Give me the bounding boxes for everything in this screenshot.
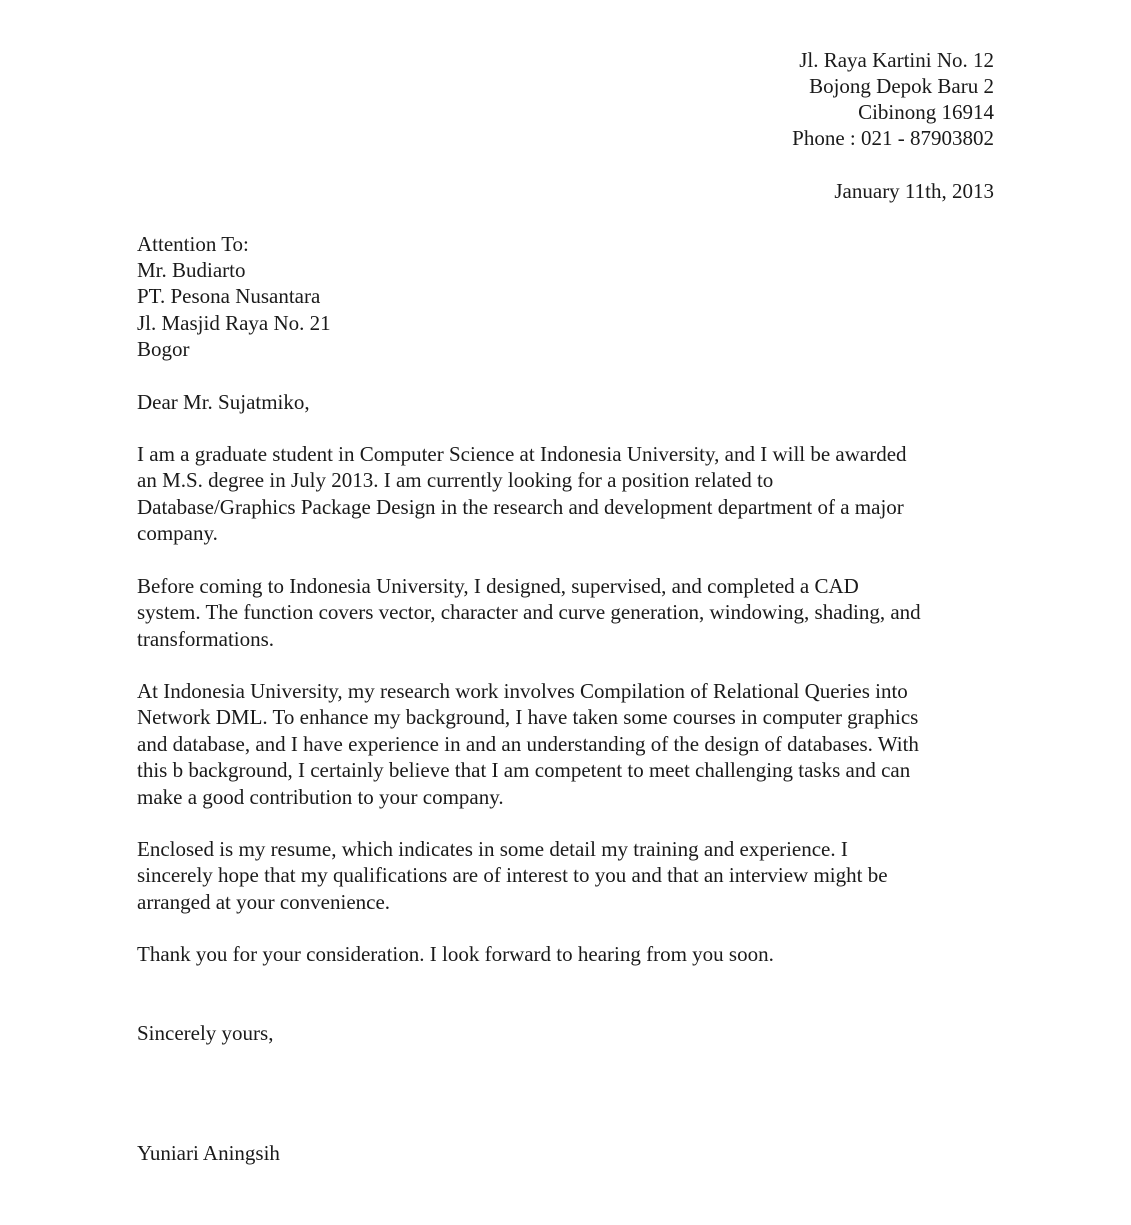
- recipient-street: Jl. Masjid Raya No. 21: [137, 311, 331, 335]
- recipient-city: Bogor: [137, 337, 190, 361]
- paragraph-line: make a good contribution to your company.: [137, 784, 504, 809]
- paragraph-line: system. The function covers vector, character and curve generation, windowing, shading, and: [137, 600, 921, 625]
- paragraph-line: I am a graduate student in Computer Science at Indonesia University, and I will be awarded: [137, 442, 907, 466]
- recipient-name: Mr. Budiarto: [137, 258, 246, 282]
- body-paragraph-2: [137, 573, 1007, 652]
- paragraph-line: At Indonesia University, my research work involves Compilation of Relational Queries into: [137, 679, 908, 703]
- body-paragraph-3: [137, 678, 1007, 810]
- sender-address-line1: Jl. Raya Kartini No. 12: [799, 48, 994, 72]
- paragraph-line: company.: [137, 521, 218, 546]
- salutation: Dear Mr. Sujatmiko,: [137, 390, 310, 414]
- recipient-company: PT. Pesona Nusantara: [137, 284, 321, 308]
- paragraph-line: Before coming to Indonesia University, I designed, supervised, and completed a CAD: [137, 574, 859, 598]
- paragraph-line: arranged at your convenience.: [137, 889, 391, 914]
- paragraph-line: an M.S. degree in July 2013. I am currently looking for a position related to: [137, 468, 774, 493]
- paragraph-line: sincerely hope that my qualifications are of interest to you and that an interview might be: [137, 863, 888, 888]
- signature-name: Yuniari Aningsih: [137, 1141, 280, 1165]
- attention-label: Attention To:: [137, 232, 249, 256]
- paragraph-line: Thank you for your consideration. I look forward to hearing from you soon.: [137, 942, 774, 966]
- letter-date: January 11th, 2013: [834, 179, 994, 203]
- sender-address-line2: Bojong Depok Baru 2: [809, 74, 994, 98]
- body-paragraph-4: [137, 836, 1007, 915]
- body-paragraph-1: [137, 441, 1007, 547]
- paragraph-line: Network DML. To enhance my background, I have taken some courses in computer graphics: [137, 705, 919, 730]
- paragraph-line: transformations.: [137, 626, 275, 651]
- sender-phone: Phone : 021 - 87903802: [792, 126, 994, 150]
- paragraph-line: and database, and I have experience in and an understanding of the design of databases. With: [137, 731, 919, 756]
- paragraph-line: Enclosed is my resume, which indicates in some detail my training and experience. I: [137, 837, 848, 861]
- paragraph-line: this b background, I certainly believe that I am competent to meet challenging tasks and can: [137, 758, 911, 783]
- closing: Sincerely yours,: [137, 1021, 274, 1045]
- paragraph-line: Database/Graphics Package Design in the research and development department of a major: [137, 494, 904, 519]
- sender-address-line3: Cibinong 16914: [858, 100, 994, 124]
- body-paragraph-5: [137, 941, 1007, 967]
